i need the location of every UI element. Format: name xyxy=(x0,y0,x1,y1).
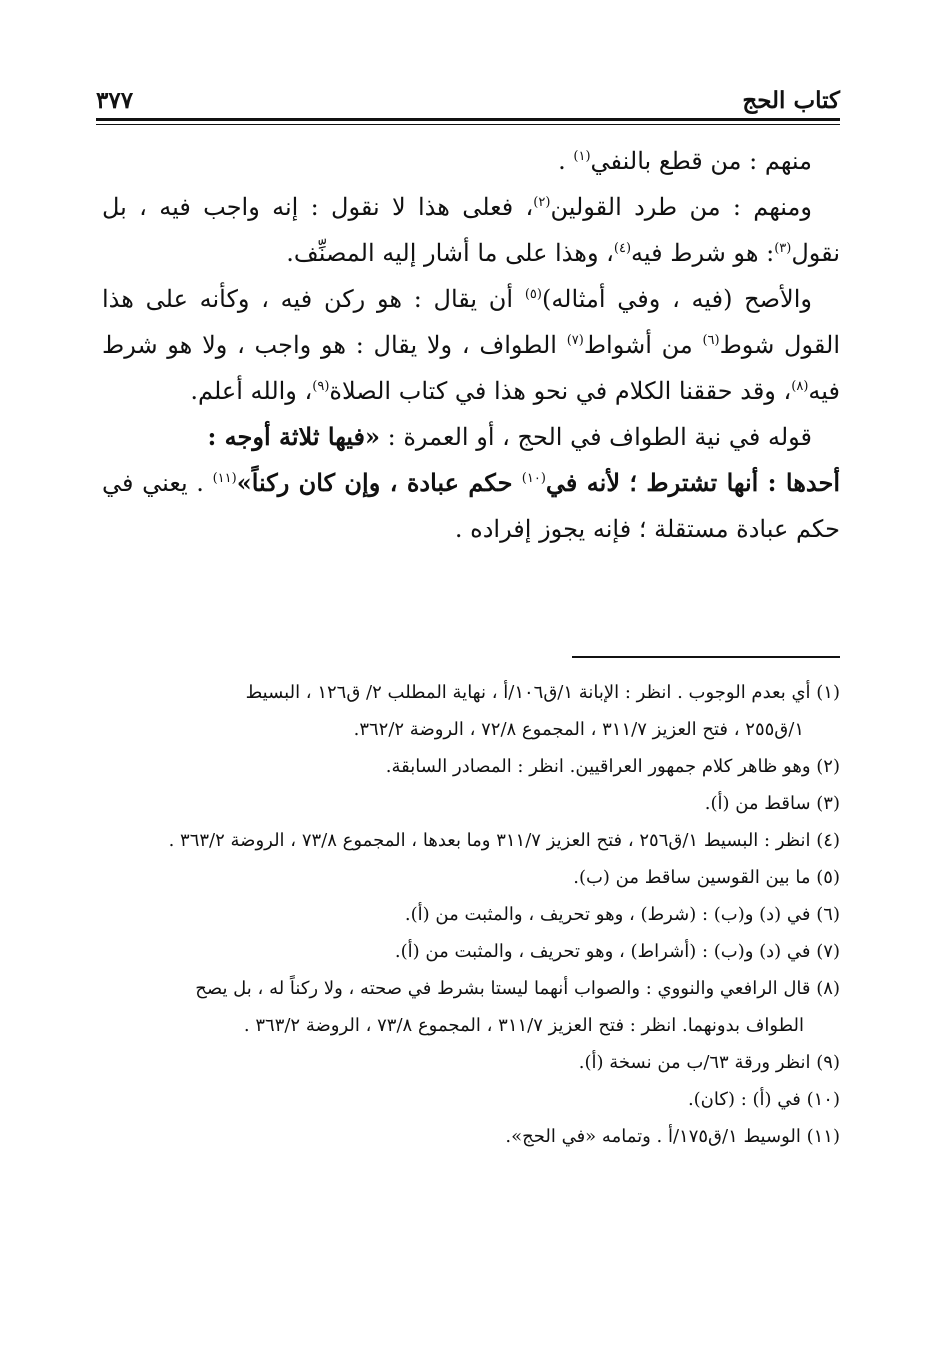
footnote-ref: (١٠) xyxy=(521,471,546,486)
footnote-ref: (٥) xyxy=(524,287,542,302)
paragraph-4: قوله في نية الطواف في الحج ، أو العمرة : «فيها ثلاثة أوجه : xyxy=(207,422,812,451)
footnote-ref: (٢) xyxy=(533,195,551,210)
footnote-10: (١٠) في (أ) : (كان). xyxy=(687,1089,840,1110)
quoted-text: أحدها : أنها تشترط ؛ لأنه في xyxy=(545,468,840,497)
footnote-6: (٦) في (د) و(ب) : (شرط) ، وهو تحريف ، والمثبت من (أ). xyxy=(404,904,840,925)
footnote-3: (٣) ساقط من (أ). xyxy=(704,793,840,814)
footnote-ref: (٤) xyxy=(613,241,632,256)
footnote-7: (٧) في (د) و(ب) : (أشراط) ، وهو تحريف ، والمثبت من (أ). xyxy=(394,941,840,962)
footnote-5: (٥) ما بين القوسين ساقط من (ب). xyxy=(573,867,840,888)
paragraph-1: منهم : من قطع بالنفي$^{(١)}$ . xyxy=(558,147,812,175)
paragraph-5: أحدها : أنها تشترط ؛ لأنه في$^{(١٠)}$ حكم عبادة ، وإن كان ركناً»$^{(١١)}$ . يعني في حكم عبادة مستقلة ؛ فإنه يجوز إفراده . xyxy=(102,468,840,543)
quoted-text: «فيها ثلاثة أوجه : xyxy=(207,422,380,451)
footnote-ref: (١١) xyxy=(212,471,237,486)
footnote-11: (١١) الوسيط ١/ق١٧٥/أ . وتمامه «في الحج». xyxy=(505,1126,840,1147)
footnote-ref: (٦) xyxy=(702,333,720,348)
footnote-1: (١) أي بعدم الوجوب . انظر : الإبانة ١/ق١٠٦/أ ، نهاية المطلب ٢/ ق١٢٦ ، البسيط ١/ق٢٥٥ ، فتح العزيز ٣١١/٧ ، المجموع ٧٢/٨ ، الروضة ٣٦٢/٢. xyxy=(245,682,840,740)
footnotes xyxy=(102,674,840,1155)
footnote-4: (٤) انظر : البسيط ١/ق٢٥٦ ، فتح العزيز ٣١١/٧ وما بعدها ، المجموع ٧٣/٨ ، الروضة ٣٦٣/٢ . xyxy=(168,830,840,851)
running-title: كتاب الحج xyxy=(742,87,840,114)
footnote-ref: (٧) xyxy=(566,333,584,348)
footnote-2: (٢) وهو ظاهر كلام جمهور العراقيين. انظر : المصادر السابقة. xyxy=(385,756,840,777)
header-rule-thin xyxy=(96,124,840,125)
footnote-separator xyxy=(572,656,840,658)
paragraph-3: والأصح (فيه ، وفي أمثاله)$^{(٥)}$ أن يقال : هو ركن فيه ، وكأنه على هذا القول شوط$^{(٦)}$ من أشواط$^{(٧)}$ الطواف ، ولا يقال : هو واجب ، ولا هو شرط فيه$^{(٨)}$، وقد حققنا الكلام في نحو هذا في كتاب الصلاة$^{(٩)}$، والله أعلم. xyxy=(102,285,841,405)
footnote-8: (٨) قال الرافعي والنووي : والصواب أنهما ليستا بشرط في صحته ، ولا ركناً له ، بل يصح الطواف بدونهما. انظر : فتح العزيز ٣١١/٧ ، المجموع ٧٣/٨ ، الروضة ٣٦٣/٢ . xyxy=(195,978,840,1036)
header-rule-thick xyxy=(96,118,840,121)
paragraph-2: ومنهم : من طرد القولين$^{(٢)}$، فعلى هذا لا نقول : إنه واجب فيه ، بل نقول$^{(٣)}$: هو شرط فيه$^{(٤)}$، وهذا على ما أشار إليه المصنِّف. xyxy=(102,193,840,267)
main-text xyxy=(102,138,840,552)
footnote-ref: (١) xyxy=(573,149,591,164)
footnote-9: (٩) انظر ورقة ٦٣/ب من نسخة (أ). xyxy=(578,1052,840,1073)
page-number: ٣٧٧ xyxy=(96,87,134,114)
footnote-ref: (٨) xyxy=(791,379,809,394)
footnote-ref: (٣) xyxy=(774,241,792,256)
quoted-text: حكم عبادة ، وإن كان ركناً» xyxy=(236,468,522,497)
footnote-ref: (٩) xyxy=(312,379,330,394)
